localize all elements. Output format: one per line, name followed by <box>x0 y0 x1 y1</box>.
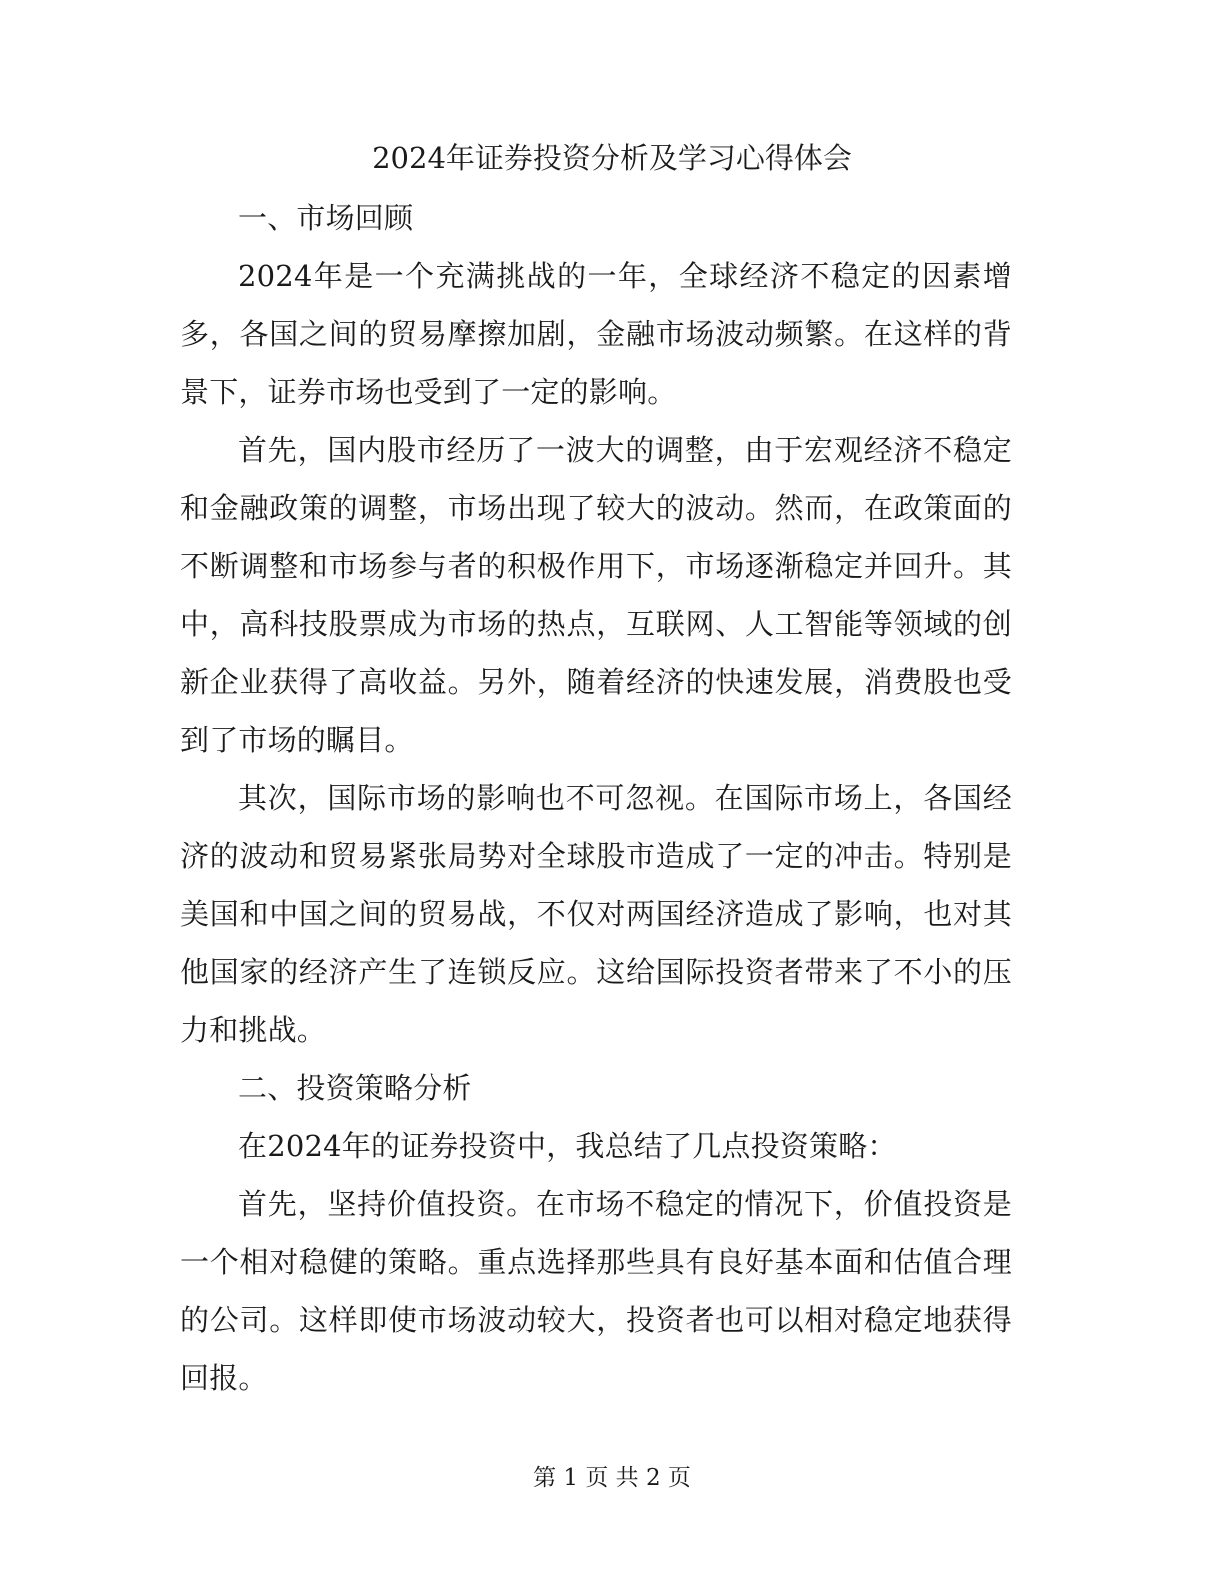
paragraph-domestic-market: 首先，国内股市经历了一波大的调整，由于宏观经济不稳定和金融政策的调整，市场出现了较大的波动。然而，在政策面的不断调整和市场参与者的积极作用下，市场逐渐稳定并回升。其中，高科技股票成为市场的热点，互联网、人工智能等领域的创新企业获得了高收益。另外，随着经济的快速发展，消费股也受到了市场的瞩目。 <box>180 433 1012 757</box>
document-body <box>180 189 1012 1407</box>
section-heading-market-review: 一、市场回顾 <box>238 201 414 235</box>
paragraph-international-market: 其次，国际市场的影响也不可忽视。在国际市场上，各国经济的波动和贸易紧张局势对全球股市造成了一定的冲击。特别是美国和中国之间的贸易战，不仅对两国经济造成了影响，也对其他国家的经济产生了连锁反应。这给国际投资者带来了不小的压力和挑战。 <box>180 781 1012 1047</box>
document-title: 2024年证券投资分析及学习心得体会 <box>372 141 852 175</box>
paragraph-value-investing: 首先，坚持价值投资。在市场不稳定的情况下，价值投资是一个相对稳健的策略。重点选择那些具有良好基本面和估值合理的公司。这样即使市场波动较大，投资者也可以相对稳定地获得回报。 <box>180 1187 1012 1395</box>
section-heading-investment-strategy: 二、投资策略分析 <box>238 1071 472 1105</box>
paragraph-strategy-intro: 在2024年的证券投资中，我总结了几点投资策略： <box>238 1129 897 1163</box>
page-number-footer: 第 1 页 共 2 页 <box>533 1465 691 1491</box>
paragraph-market-overview: 2024年是一个充满挑战的一年，全球经济不稳定的因素增多，各国之间的贸易摩擦加剧，金融市场波动频繁。在这样的背景下，证券市场也受到了一定的影响。 <box>180 259 1012 409</box>
